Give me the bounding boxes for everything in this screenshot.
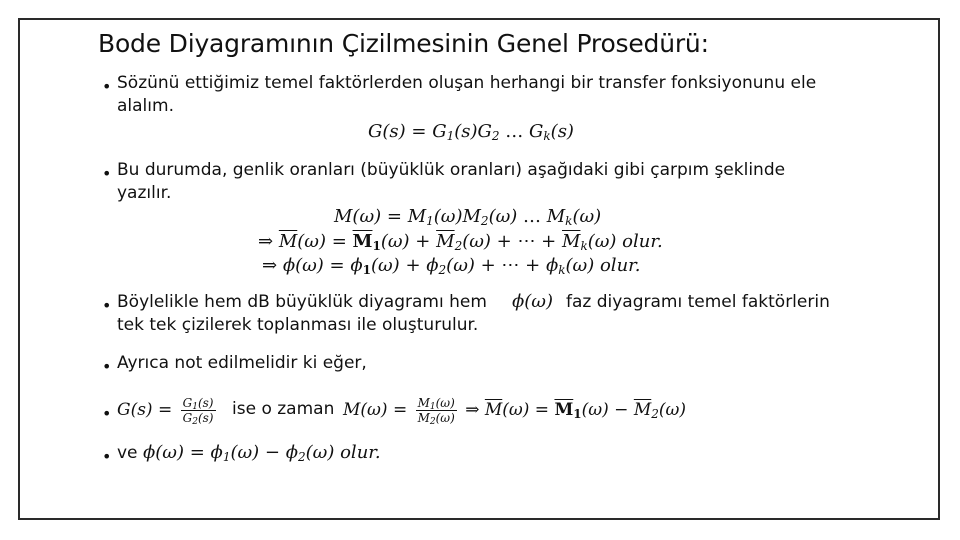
bullet-6-ve: ve — [117, 443, 138, 463]
bullet-icon: • — [102, 77, 112, 96]
bullet-5-text: ise o zaman — [232, 399, 335, 419]
phi-of-omega: ϕ(ω) — [512, 291, 553, 312]
bullet-3-line-1-b: faz diyagramı temel faktörlerin — [566, 292, 830, 312]
bullet-1-line-2: alalım. — [117, 96, 174, 116]
word-olur: olur — [340, 442, 375, 463]
bullet-icon: • — [102, 164, 112, 183]
bullet-2-line-1: Bu durumda, genlik oranları (büyüklük oranları) aşağıdaki gibi çarpım şeklinde — [117, 160, 786, 180]
equation-phase-difference: $\phi(\omega) = \phi_1(\omega) - \phi_2(\omega)$ olur. — [143, 442, 381, 464]
equation-transfer-function: $G(s) = G_1(s)G_2$ … $G_k(s)$ — [368, 121, 574, 143]
equation-g-ratio: G(s) = $\frac{G_1(s)}{G_2(s)}$ — [117, 396, 214, 427]
word-olur: olur — [622, 231, 657, 252]
fraction-g1-over-g2: $\frac{G_1(s)}{G_2(s)}$ — [182, 396, 214, 427]
slide-title: Bode Diyagramının Çizilmesinin Genel Prosedürü: — [98, 29, 709, 58]
word-olur: olur — [599, 255, 635, 276]
equation-phase-sum: ⇒ $\phi(\omega) = \phi_1(\omega) + \phi_2(\omega)$ + ⋯ + $\phi_k(\omega)$ olur. — [262, 255, 641, 277]
bullet-4-text: Ayrıca not edilmelidir ki eğer, — [117, 353, 367, 373]
bullet-icon: • — [102, 296, 112, 315]
equation-m-ratio: M(ω) = $\frac{M_1(\omega)}{M_2(\omega)}$ ⇒ $\overline{M}(\omega) = \overline{M}_1(\omega) - \overline{M}_2(\omega)$ — [343, 396, 687, 427]
bullet-3-line-1-a: Böylelikle hem dB büyüklük diyagramı hem — [117, 292, 487, 312]
bullet-icon: • — [102, 357, 112, 376]
equation-magnitude-product: $M(\omega) = M_1(\omega)M_2(\omega)$ … $M_k(\omega)$ — [334, 206, 602, 228]
bullet-1-line-1: Sözünü ettiğimiz temel faktörlerden oluşan herhangi bir transfer fonksiyonunu ele — [117, 73, 817, 93]
bullet-2-line-2: yazılır. — [117, 183, 172, 203]
fraction-m1-over-m2: $\frac{M_1(\omega)}{M_2(\omega)}$ — [417, 396, 455, 427]
equation-magnitude-sum: ⇒ $\overline{M}(\omega) = \overline{M}_1(\omega) + \overline{M}_2(\omega)$ + ⋯ + $\overline{M}_k(\omega)$ olur. — [258, 231, 663, 253]
bullet-icon: • — [102, 447, 112, 466]
bullet-3-line-2: tek tek çizilerek toplanması ile oluşturulur. — [117, 315, 479, 335]
bullet-icon: • — [102, 404, 112, 423]
